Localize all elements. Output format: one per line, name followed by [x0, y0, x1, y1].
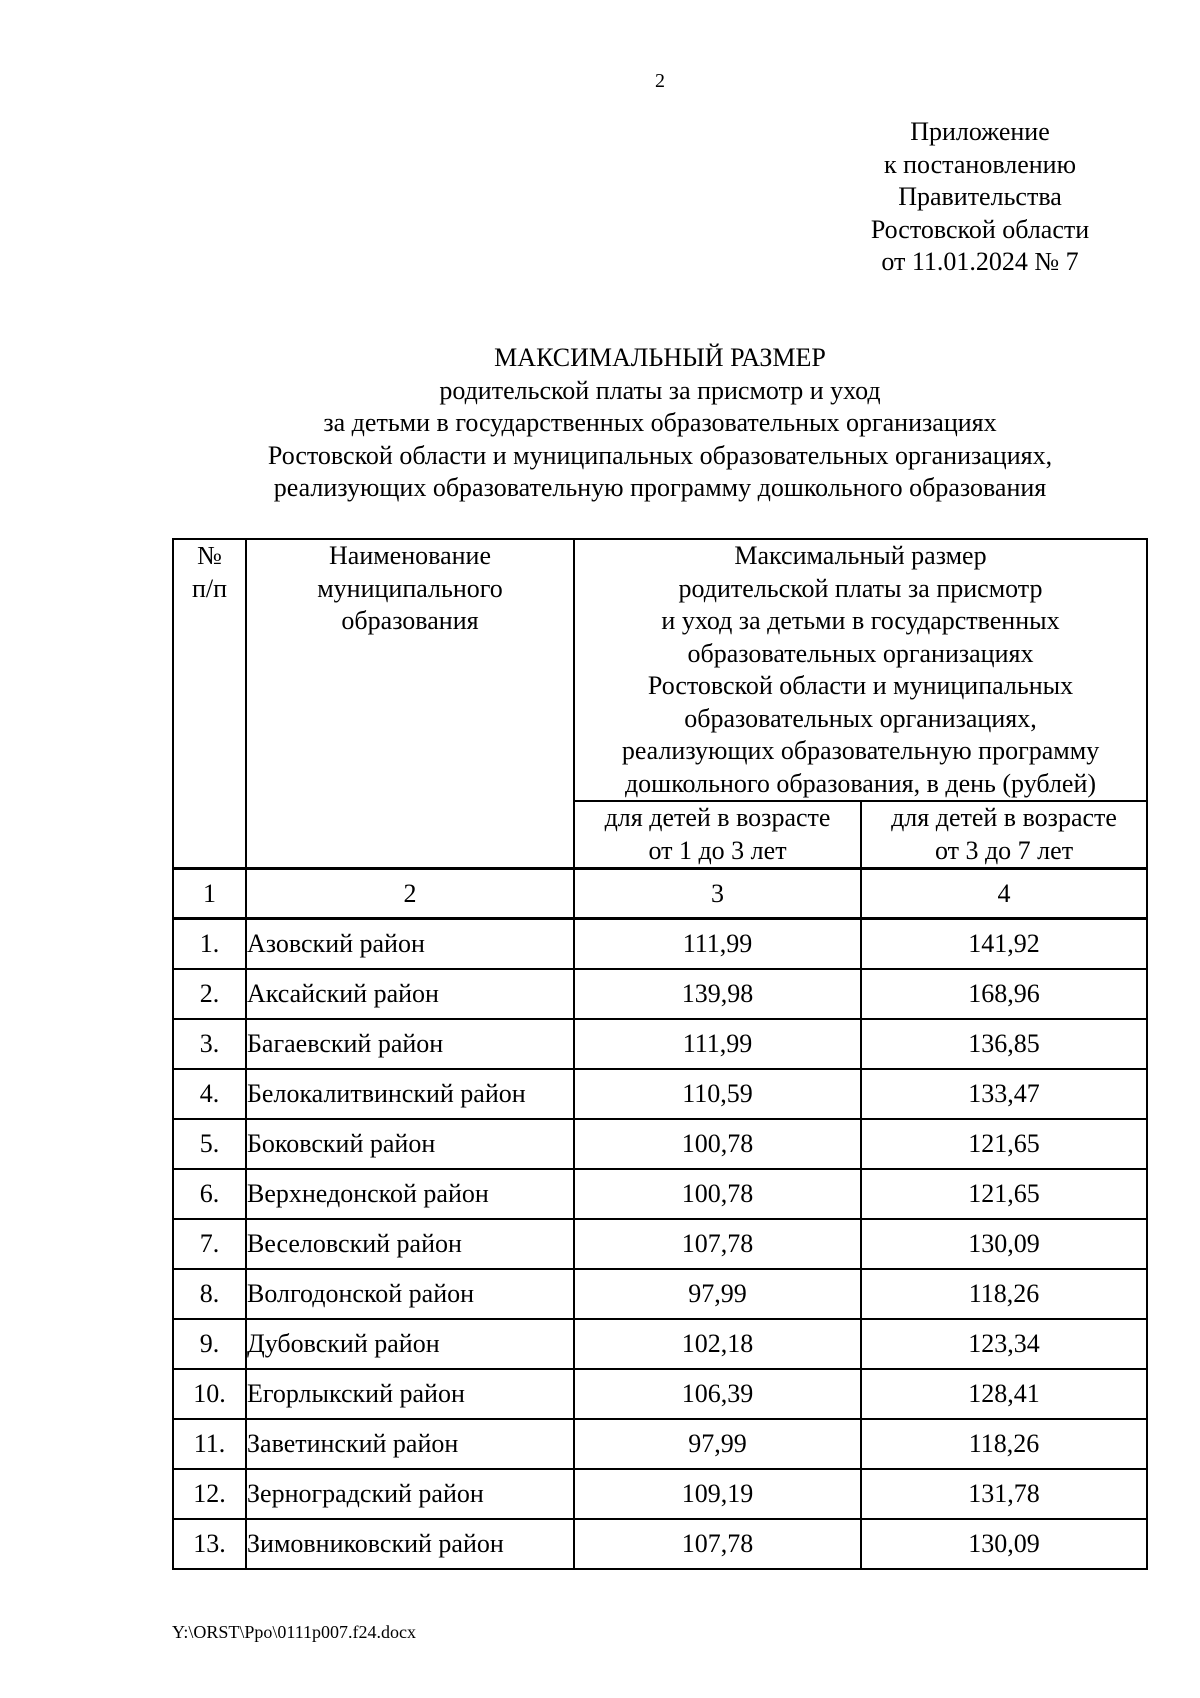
fee-age-3-7: 130,09 — [861, 1519, 1147, 1569]
title-line: родительской платы за присмотр и уход — [439, 375, 881, 405]
table-row — [173, 1169, 1147, 1219]
header-municipality — [246, 539, 574, 869]
fee-age-3-7: 128,41 — [861, 1369, 1147, 1419]
document-title — [160, 342, 1160, 505]
row-number: 9. — [173, 1319, 246, 1369]
header-age-1-3-line: для детей в возрасте — [604, 803, 831, 832]
fee-age-3-7: 141,92 — [861, 919, 1147, 970]
municipality-name: Багаевский район — [246, 1019, 574, 1069]
municipality-name: Верхнедонской район — [246, 1169, 574, 1219]
municipality-name: Белокалитвинский район — [246, 1069, 574, 1119]
column-number: 2 — [246, 869, 574, 919]
fee-age-3-7: 133,47 — [861, 1069, 1147, 1119]
header-max-fee-line: образовательных организациях — [687, 638, 1034, 668]
municipality-name: Егорлыкский район — [246, 1369, 574, 1419]
appendix-line: Приложение — [910, 117, 1050, 146]
header-municipality-line: муниципального — [317, 573, 503, 603]
header-max-fee-line: образовательных организациях, — [684, 703, 1037, 733]
fee-age-1-3: 111,99 — [574, 919, 861, 970]
appendix-line: от 11.01.2024 № 7 — [881, 247, 1079, 276]
fee-age-1-3: 109,19 — [574, 1469, 861, 1519]
fee-age-1-3: 111,99 — [574, 1019, 861, 1069]
appendix-line: Правительства — [898, 182, 1062, 211]
row-number: 6. — [173, 1169, 246, 1219]
row-number: 13. — [173, 1519, 246, 1569]
row-number: 10. — [173, 1369, 246, 1419]
fee-age-3-7: 136,85 — [861, 1019, 1147, 1069]
fee-age-3-7: 118,26 — [861, 1269, 1147, 1319]
municipality-name: Зерноградский район — [246, 1469, 574, 1519]
header-max-fee — [574, 539, 1147, 801]
municipality-name: Дубовский район — [246, 1319, 574, 1369]
header-municipality-line: образования — [341, 606, 479, 635]
fee-age-1-3: 97,99 — [574, 1419, 861, 1469]
table-row — [173, 1019, 1147, 1069]
row-number: 12. — [173, 1469, 246, 1519]
row-number: 5. — [173, 1119, 246, 1169]
table-row — [173, 1469, 1147, 1519]
fee-age-3-7: 130,09 — [861, 1219, 1147, 1269]
header-max-fee-line: и уход за детьми в государственных — [661, 606, 1060, 635]
fee-age-3-7: 168,96 — [861, 969, 1147, 1019]
column-number: 4 — [861, 869, 1147, 919]
fee-age-3-7: 123,34 — [861, 1319, 1147, 1369]
fee-age-3-7: 121,65 — [861, 1119, 1147, 1169]
title-line: за детьми в государственных образовательных организациях — [323, 408, 997, 437]
header-age-1-3 — [574, 801, 861, 869]
table-row — [173, 919, 1147, 970]
header-number-line: № — [197, 541, 222, 570]
fee-age-1-3: 100,78 — [574, 1169, 861, 1219]
fee-age-3-7: 121,65 — [861, 1169, 1147, 1219]
header-age-1-3-line: от 1 до 3 лет — [648, 835, 787, 865]
header-number — [173, 539, 246, 869]
title-line: реализующих образовательную программу дошкольного образования — [273, 473, 1047, 502]
fee-age-1-3: 139,98 — [574, 969, 861, 1019]
fee-age-1-3: 100,78 — [574, 1119, 861, 1169]
municipality-name: Волгодонской район — [246, 1269, 574, 1319]
appendix-line: к постановлению — [883, 149, 1077, 179]
fee-age-1-3: 107,78 — [574, 1519, 861, 1569]
column-number: 1 — [173, 869, 246, 919]
table-row — [173, 1269, 1147, 1319]
header-max-fee-line: реализующих образовательную программу — [621, 736, 1100, 765]
file-path-footer: Y:\ORST\Ppo\0111p007.f24.docx — [172, 1622, 417, 1642]
municipality-name: Зимовниковский район — [246, 1519, 574, 1569]
column-number: 3 — [574, 869, 861, 919]
municipality-name: Аксайский район — [246, 969, 574, 1019]
table-row — [173, 969, 1147, 1019]
fee-age-1-3: 110,59 — [574, 1069, 861, 1119]
table-row — [173, 1519, 1147, 1569]
row-number: 2. — [173, 969, 246, 1019]
fee-age-1-3: 106,39 — [574, 1369, 861, 1419]
municipality-name: Заветинский район — [246, 1419, 574, 1469]
fee-age-1-3: 107,78 — [574, 1219, 861, 1269]
header-number-line: п/п — [191, 573, 228, 603]
row-number: 11. — [173, 1419, 246, 1469]
table-row — [173, 1219, 1147, 1269]
header-max-fee-line: Ростовской области и муниципальных — [647, 671, 1074, 700]
fee-age-3-7: 131,78 — [861, 1469, 1147, 1519]
title-line: МАКСИМАЛЬНЫЙ РАЗМЕР — [494, 343, 826, 372]
table-row — [173, 1119, 1147, 1169]
column-number-row — [173, 869, 1147, 919]
header-age-3-7 — [861, 801, 1147, 869]
header-max-fee-line: Максимальный размер — [734, 541, 987, 570]
row-number: 7. — [173, 1219, 246, 1269]
appendix-line: Ростовской области — [870, 214, 1090, 244]
municipality-name: Азовский район — [246, 919, 574, 970]
appendix-block — [810, 116, 1150, 279]
title-line: Ростовской области и муниципальных образовательных организациях, — [267, 440, 1053, 470]
municipality-name: Веселовский район — [246, 1219, 574, 1269]
fee-age-3-7: 118,26 — [861, 1419, 1147, 1469]
row-number: 1. — [173, 919, 246, 970]
fee-table — [172, 538, 1148, 1570]
header-municipality-line: Наименование — [329, 541, 491, 570]
row-number: 3. — [173, 1019, 246, 1069]
header-age-3-7-line: для детей в возрасте — [891, 803, 1117, 832]
municipality-name: Боковский район — [246, 1119, 574, 1169]
table-row — [173, 1369, 1147, 1419]
table-row — [173, 1319, 1147, 1369]
fee-age-1-3: 102,18 — [574, 1319, 861, 1369]
row-number: 8. — [173, 1269, 246, 1319]
page-number: 2 — [655, 70, 665, 92]
header-age-3-7-line: от 3 до 7 лет — [934, 835, 1074, 865]
row-number: 4. — [173, 1069, 246, 1119]
fee-age-1-3: 97,99 — [574, 1269, 861, 1319]
table-row — [173, 1069, 1147, 1119]
table-row — [173, 1419, 1147, 1469]
header-max-fee-line: родительской платы за присмотр — [678, 573, 1043, 603]
header-max-fee-line: дошкольного образования, в день (рублей) — [624, 768, 1097, 798]
